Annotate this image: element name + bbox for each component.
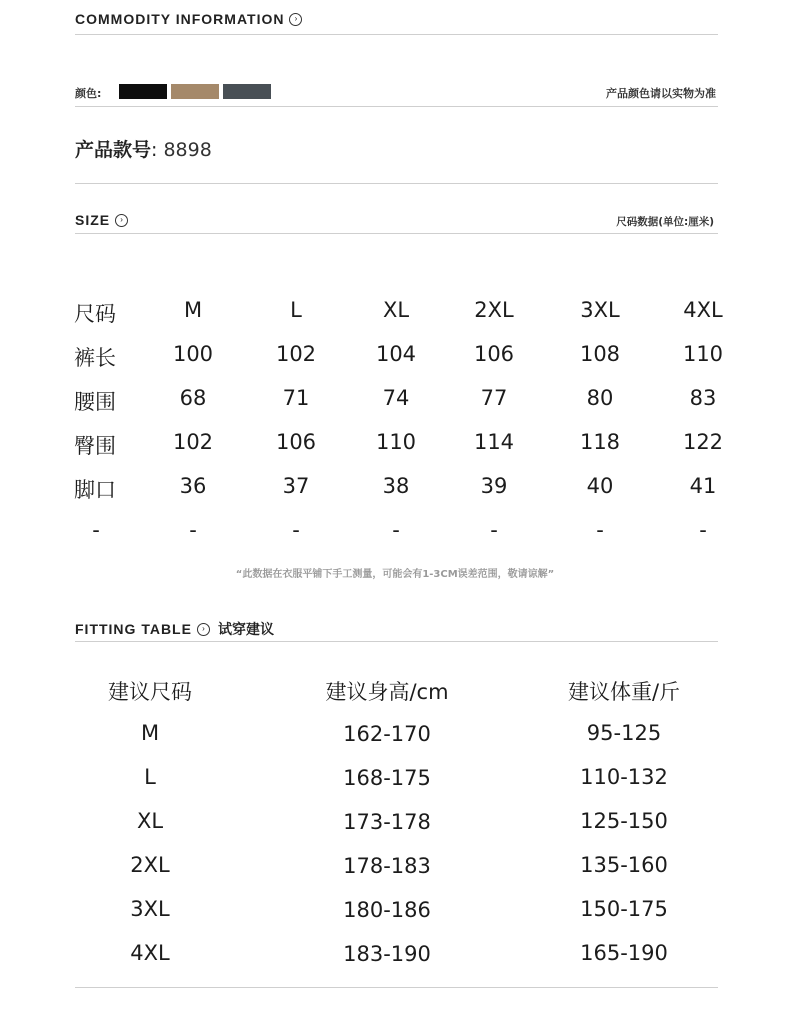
size-cell: 77	[480, 386, 508, 410]
chevron-right-circle-icon: ›	[289, 13, 302, 26]
fitting-height: 168-175	[343, 766, 431, 790]
size-cell: 114	[473, 430, 515, 454]
color-note: 产品颜色请以实物为准	[606, 87, 716, 100]
size-row-label: 臀围	[74, 434, 116, 458]
size-section-title	[75, 212, 128, 228]
size-cell: 39	[480, 474, 508, 498]
size-cell: -	[699, 518, 707, 542]
fitting-weight: 125-150	[580, 809, 668, 833]
fitting-height: 173-178	[343, 810, 431, 834]
model-label: 产品款号	[75, 139, 152, 161]
divider	[75, 987, 718, 988]
fitting-header-height: 建议身高/cm	[325, 680, 449, 704]
fitting-section-title	[75, 619, 274, 639]
size-cell: -	[596, 518, 604, 542]
size-row-hip	[0, 430, 790, 470]
fitting-weight: 135-160	[580, 853, 668, 877]
fitting-weight: 110-132	[580, 765, 668, 789]
size-header-row	[0, 298, 790, 338]
size-row-label: 裤长	[74, 346, 116, 370]
size-row-label: -	[92, 518, 100, 542]
color-swatch-black[interactable]	[119, 84, 167, 99]
size-cell: -	[292, 518, 300, 542]
size-row-length	[0, 342, 790, 382]
chevron-right-circle-icon: ›	[115, 214, 128, 227]
size-cell: 118	[579, 430, 621, 454]
fitting-height: 183-190	[343, 942, 431, 966]
size-header-cell: 3XL	[580, 298, 620, 322]
size-row-waist	[0, 386, 790, 426]
fitting-size: 4XL	[130, 941, 170, 965]
fitting-height: 178-183	[343, 854, 431, 878]
size-cell: 104	[375, 342, 417, 366]
size-cell: 36	[179, 474, 207, 498]
size-header-label: 尺码	[74, 302, 116, 326]
size-cell: 108	[579, 342, 621, 366]
chevron-right-circle-icon: ›	[197, 623, 210, 636]
size-row-hem	[0, 474, 790, 514]
size-cell: -	[490, 518, 498, 542]
fitting-weight: 95-125	[586, 721, 662, 745]
size-cell: 41	[689, 474, 717, 498]
size-cell: 102	[275, 342, 317, 366]
fitting-size: 3XL	[130, 897, 170, 921]
fitting-size: L	[144, 765, 156, 789]
size-footnote: “此数据在衣服平铺下手工测量，可能会有1-3CM误差范围，敬请谅解”	[235, 569, 555, 580]
size-cell: -	[392, 518, 400, 542]
size-cell: 68	[179, 386, 207, 410]
fitting-title-text: FITTING TABLE	[75, 621, 192, 637]
size-header-cell: 2XL	[474, 298, 514, 322]
fitting-subtitle: 试穿建议	[217, 621, 274, 637]
size-cell: 83	[689, 386, 717, 410]
size-cell: -	[189, 518, 197, 542]
size-header-cell: 4XL	[683, 298, 723, 322]
size-row-label: 脚口	[74, 478, 116, 502]
size-header-cell: L	[290, 298, 302, 322]
fitting-weight: 165-190	[580, 941, 668, 965]
divider	[75, 183, 718, 184]
size-cell: 37	[282, 474, 310, 498]
divider	[75, 106, 718, 107]
fitting-height: 180-186	[343, 898, 431, 922]
size-row-empty	[0, 518, 790, 558]
color-swatch-khaki[interactable]	[171, 84, 219, 99]
size-cell: 38	[382, 474, 410, 498]
size-row-label: 腰围	[74, 390, 116, 414]
fitting-header-weight: 建议体重/斤	[567, 680, 681, 704]
size-cell: 102	[172, 430, 214, 454]
size-cell: 71	[282, 386, 310, 410]
fitting-header-size: 建议尺码	[108, 680, 192, 704]
size-cell: 106	[473, 342, 515, 366]
fitting-height: 162-170	[343, 722, 431, 746]
size-header-cell: XL	[382, 298, 410, 322]
divider	[75, 233, 718, 234]
size-title-text: SIZE	[75, 212, 111, 228]
fitting-weight: 150-175	[580, 897, 668, 921]
color-label: 颜色:	[75, 87, 102, 100]
size-unit-note: 尺码数据(单位:厘米)	[616, 216, 714, 228]
fitting-size: M	[140, 721, 160, 745]
fitting-size: 2XL	[130, 853, 170, 877]
size-cell: 122	[682, 430, 724, 454]
commodity-title-text: COMMODITY INFORMATION	[75, 11, 285, 27]
divider	[75, 34, 718, 35]
size-cell: 110	[375, 430, 417, 454]
model-value: 8898	[163, 139, 212, 161]
size-header-cell: M	[183, 298, 203, 322]
model-separator: :	[151, 139, 158, 161]
fitting-size: XL	[136, 809, 164, 833]
size-cell: 110	[682, 342, 724, 366]
size-cell: 100	[172, 342, 214, 366]
size-cell: 80	[586, 386, 614, 410]
model-number	[75, 135, 212, 162]
divider	[75, 641, 718, 642]
size-cell: 74	[382, 386, 410, 410]
size-cell: 40	[586, 474, 614, 498]
size-cell: 106	[275, 430, 317, 454]
color-swatch-gray[interactable]	[223, 84, 271, 99]
commodity-section-title	[75, 11, 302, 27]
